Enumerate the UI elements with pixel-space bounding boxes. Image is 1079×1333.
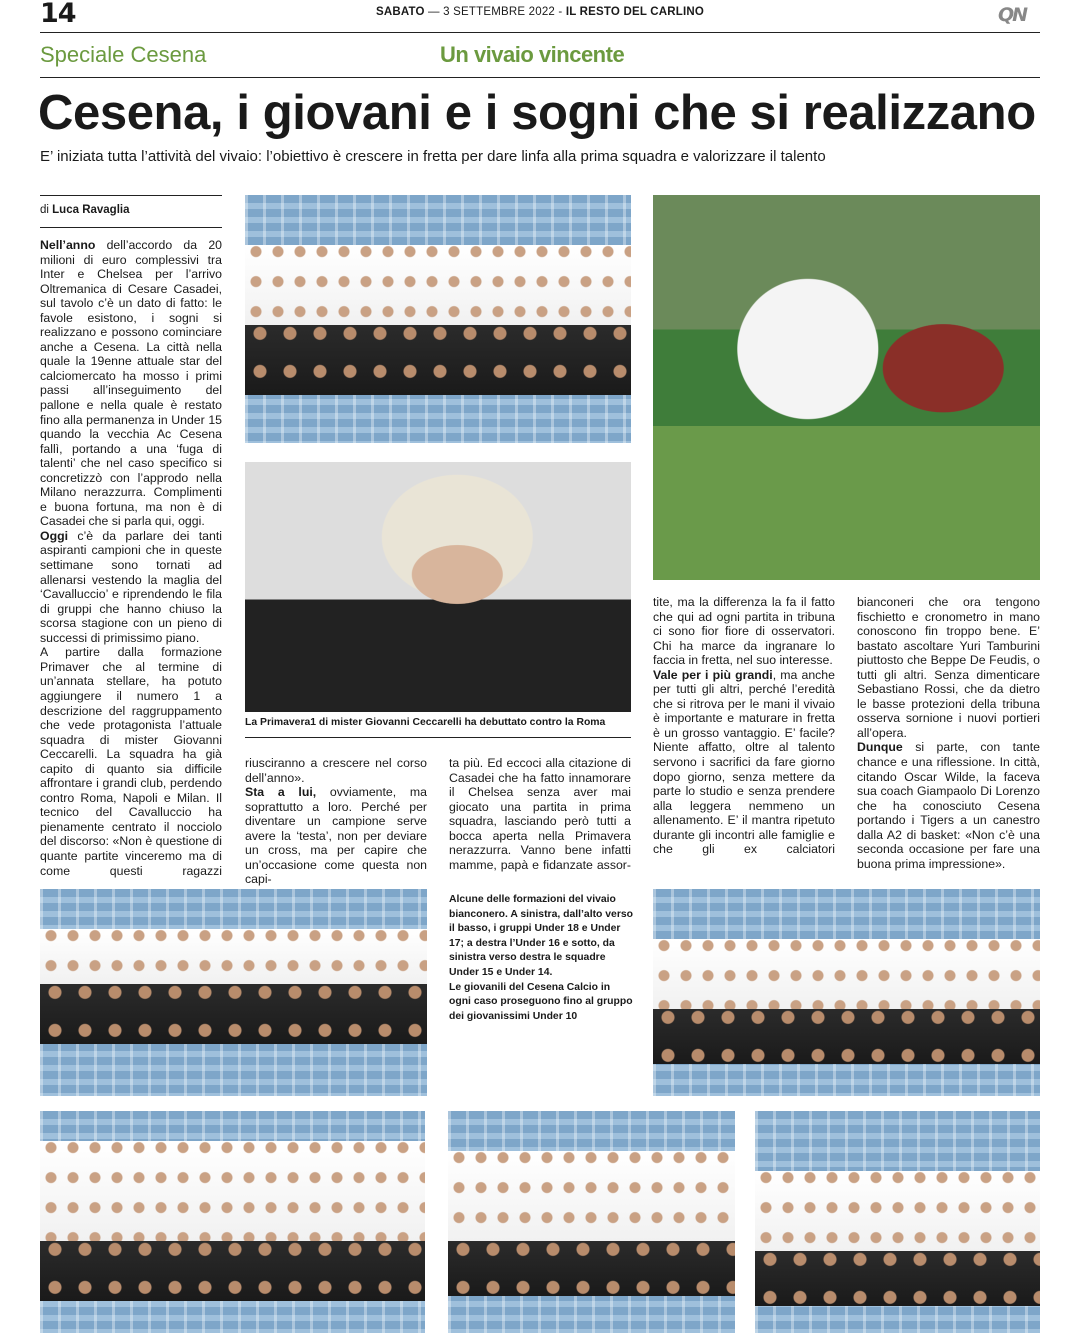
subhead: E’ iniziata tutta l’attività del vivaio: l’obiettivo è crescere in fretta per dare linfa alla prima squadra e valorizzare il talento	[40, 148, 826, 165]
paragraph-lead: Nell’anno	[40, 238, 96, 252]
article-column-1	[40, 238, 222, 878]
caption-text: Le giovanili del Cesena Calcio in ogni caso proseguono fino al gruppo dei giovanissimi Under 10	[449, 981, 633, 1022]
section-kicker: Un vivaio vincente	[440, 42, 625, 67]
paragraph-text: si parte, con tante chance e una riflessione. In città, citando Oscar Wilde, la faceva sua coach Giampaolo Di Lorenzo che ha conosciuto Cesena portando i Tigers a un canestro dalla A2 di basket: «Non c’è una seconda occasione per fare una buona prima impressione».	[857, 740, 1040, 871]
photo-under-18	[40, 889, 427, 1096]
photo-under-15	[448, 1111, 735, 1333]
photo-primavera-team	[245, 195, 631, 443]
photo-caption: La Primavera1 di mister Giovanni Ceccarelli ha debuttato contro la Roma	[245, 717, 606, 728]
paragraph-text: dell’accordo da 20 milioni di euro complessivi tra Inter e Chelsea per l’arrivo Oltremanica di Cesare Casadei, sul tavolo c’è un dato di fatto: le favole esistono, i sogni si realizzano e possono cominciare anche a Cesena. La città nella quale la 19enne attuale star del calciomercato ha mosso i primi passi all’inseguimento del pallone e nella quale è restato fino alla permanenza in Under 15 quando la vecchia Ac Cesena fallì, portando a una ‘fuga di talenti’ che nel caso specifico si concretizzò con l’approdo nella Milano nerazzurra. Complimenti e buona fortuna, ma non è di Casadei che si parla qui, oggi.	[40, 238, 222, 529]
dateline: SABATO — 3 SETTEMBRE 2022 - IL RESTO DEL CARLINO	[375, 6, 705, 18]
paragraph-text: c’è da parlare dei tanti aspiranti campioni che in queste settimane sono tornati ad allenarsi vestendo la maglia del ‘Cavalluccio’ e riprendendo le fila di gruppi che hanno chiuso la scorsa stagione con un pieno di successi di primissimo piano.	[40, 528, 222, 645]
paragraph	[245, 785, 427, 887]
author: Luca Ravaglia	[52, 204, 130, 216]
photo-under-14	[755, 1111, 1040, 1333]
photo-under-17	[40, 1111, 425, 1333]
paragraph-lead: Sta a lui,	[245, 785, 317, 800]
article-column-3	[449, 756, 631, 872]
section-name: Speciale Cesena	[40, 42, 207, 67]
divider	[245, 737, 631, 738]
page-number: 14	[40, 0, 76, 29]
divider	[40, 77, 1040, 78]
paragraph-text: ovviamente, ma soprattutto a loro. Perché per diventare un campione serve avere la ‘testa’, non per deviare un cross, ma per capire che un’occasione come questa non capi-	[245, 785, 427, 887]
date: 3 SETTEMBRE 2022	[443, 6, 556, 18]
byline-prefix: di	[40, 204, 49, 216]
divider	[40, 227, 222, 228]
paragraph-lead: Vale per i più grandi	[653, 667, 773, 682]
caption-text: Alcune delle formazioni del vivaio bianconero. A sinistra, dall’alto verso il basso, i gruppi Under 18 e Under 17; a destra l’Under 16 e sotto, da sinistra verso destra le squadre Under 15 e Under 14.	[449, 894, 634, 978]
paragraph	[245, 756, 427, 785]
paragraph	[653, 668, 835, 857]
paragraph-text: A partire dalla formazione Primaver che al termine di un’annata stellare, ha potuto aggiungere il numero 1 a descrizione del raggruppamento che vede protagonista l’attuale squadra di mister Giovanni Ceccarelli. La squadra ha già capito di quanto sia difficile affrontare i grandi club, perdendo contro Roma, Napoli e Milan. Il tecnico del Cavalluccio ha pienamente centrato il nocciolo del discorso: «Non è questione di quante partite vinceremo ma di come questi ragazzi	[40, 645, 222, 878]
divider	[40, 32, 1040, 33]
paragraph	[40, 529, 222, 645]
paragraph	[40, 238, 222, 529]
paragraph	[857, 740, 1040, 871]
qn-logo: QN	[998, 4, 1027, 26]
paragraph	[857, 595, 1040, 740]
article-column-2	[245, 756, 427, 887]
paragraph	[40, 645, 222, 878]
paragraph-text: riusciranno a crescere nel corso dell’anno».	[245, 756, 427, 785]
paragraph-lead: Oggi	[40, 528, 69, 543]
photo-match-action	[653, 195, 1040, 580]
paragraph	[653, 595, 835, 668]
photo-under-16	[653, 889, 1040, 1096]
paragraph-text: , ma anche per tutti gli altri, perché l’eredità che si ritrova per le mani il vivaio è importante e maturare in fretta è un grosso vantaggio. E’ facile? Niente affatto, oltre al talento servono i sacrifici da fare giorno dopo giorno, senza mettere da parte lo studio e senza prendere alla leggera nemmeno un allenamento. E’ il mantra ripetuto durante gli incontri alle famiglie e che gli ex calciatori	[653, 667, 835, 857]
paragraph-lead: Dunque	[857, 740, 903, 755]
photos-caption	[449, 893, 633, 1024]
article-column-4	[653, 595, 835, 857]
paragraph-text: tite, ma la differenza la fa il fatto che qui ad ogni partita in tribuna ci sono fior fiore di osservatori. Chi ha marce da ingranare lo faccia in fretta, nel suo interesse.	[653, 595, 835, 668]
paragraph-text: ta più. Ed eccoci alla citazione di Casadei che ha fatto innamorare il Chelsea senza aver mai giocato una partita in prima squadra, lasciando però tutti a bocca aperta nella Primavera nerazzurra. Vanno bene infatti mamme, papà e fidanzate assor-	[449, 756, 631, 872]
headline: Cesena, i giovani e i sogni che si realizzano	[38, 86, 1036, 140]
divider	[40, 195, 222, 196]
article-column-5	[857, 595, 1040, 871]
paragraph-text: bianconeri che ora tengono fischietto e cronometro in mano conoscono fin troppo bene. E’ bastato ascoltare Yuri Tamburini piuttosto che Beppe De Feudis, o tutti gli altri. Senza dimenticare Sebastiano Rossi, che da dietro le basse protezioni della tribuna osserva sornione i nuovi portieri all’opera.	[857, 595, 1040, 740]
newspaper-name: IL RESTO DEL CARLINO	[565, 6, 705, 18]
day: SABATO	[375, 6, 425, 18]
paragraph	[449, 756, 631, 872]
photo-coach-portrait	[245, 462, 631, 712]
byline	[40, 204, 130, 216]
